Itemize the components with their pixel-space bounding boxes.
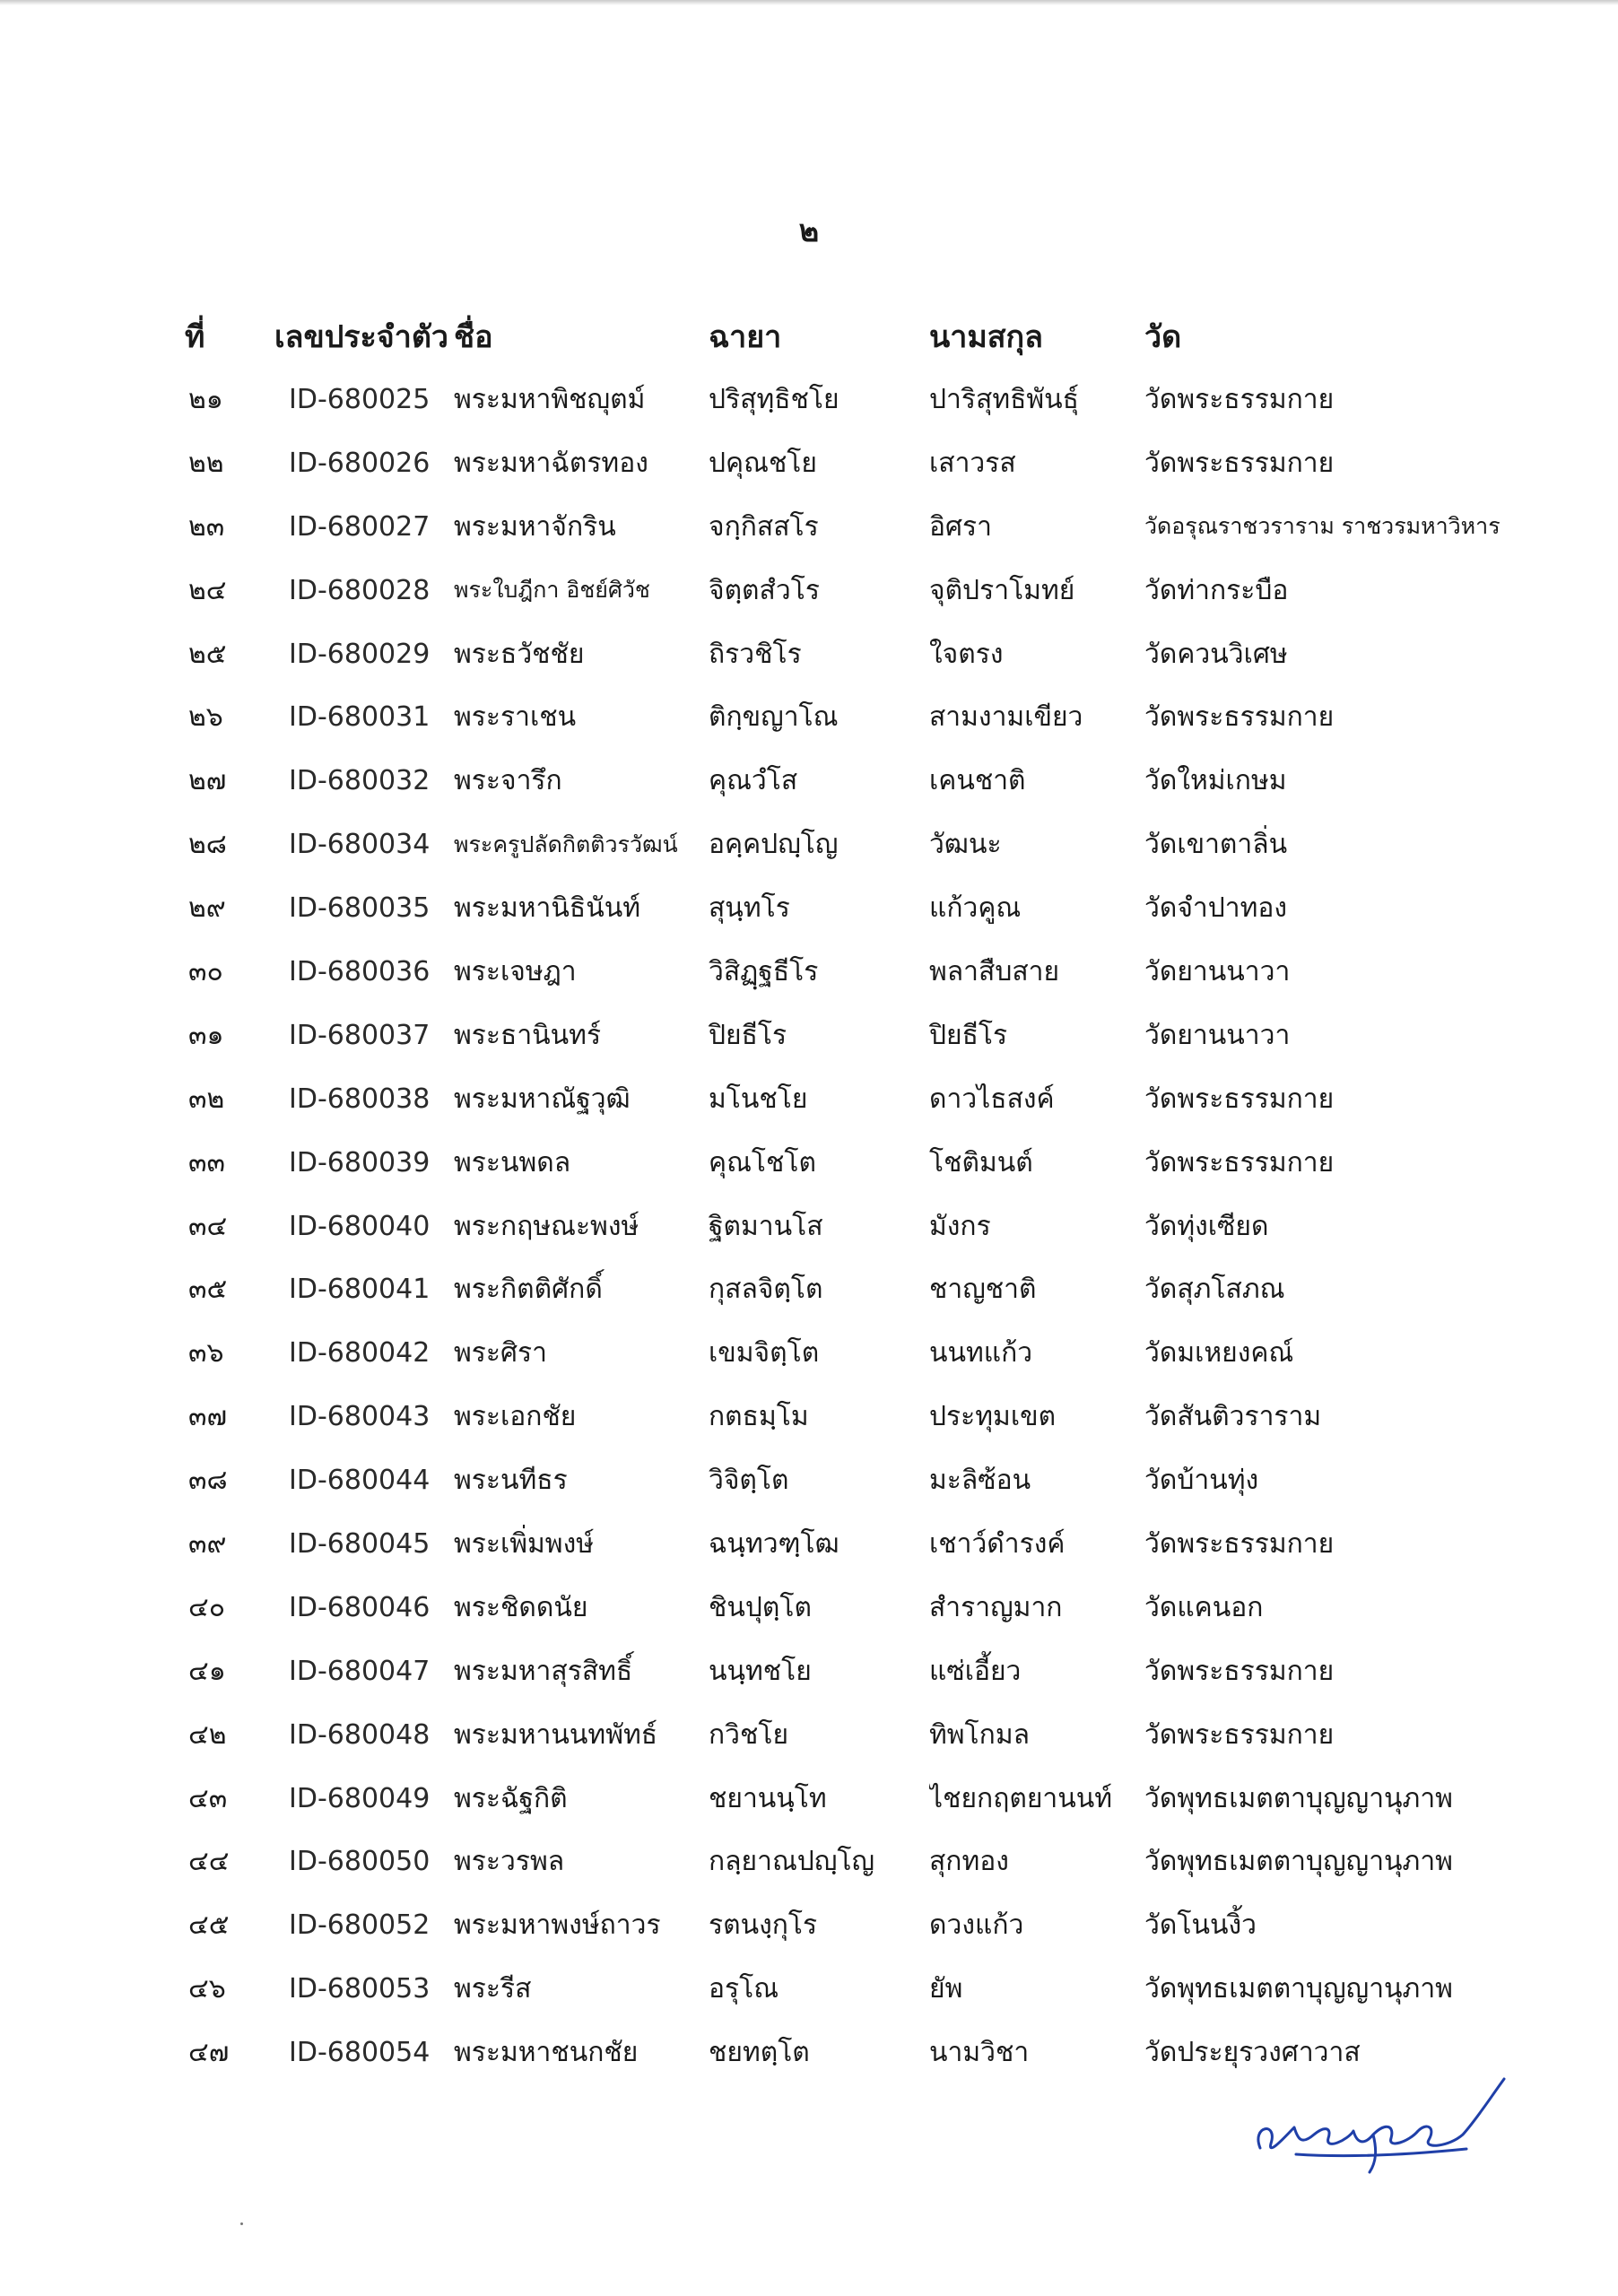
- table-row: [185, 1321, 1530, 1385]
- cell-no: ๒๘: [188, 829, 227, 861]
- table-row: [185, 559, 1530, 622]
- cell-no: ๓๙: [188, 1527, 227, 1560]
- cell-temple: วัดพระธรรมกาย: [1144, 1718, 1335, 1751]
- cell-no: ๓๔: [188, 1210, 228, 1242]
- cell-no: ๒๕: [188, 638, 227, 670]
- cell-temple: วัดท่ากระบือ: [1144, 574, 1289, 606]
- table-row: [185, 1893, 1530, 1957]
- cell-ordination: กวิชโย: [709, 1718, 789, 1751]
- cell-ordination: จกฺกิสสโร: [709, 510, 819, 543]
- cell-ordination: ฉนฺทวฑฺโฒ: [709, 1527, 839, 1560]
- cell-id: ID-680035: [289, 892, 431, 925]
- table-row: [185, 1830, 1530, 1893]
- cell-no: ๓๓: [188, 1146, 226, 1178]
- cell-surname: ปาริสุทธิพันธุ์: [929, 383, 1079, 415]
- cell-ordination: ปริสุทฺธิชโย: [709, 383, 839, 415]
- cell-ordination: ถิรวชิโร: [709, 638, 802, 670]
- header-id: เลขประจำตัว: [274, 319, 448, 355]
- cell-id: ID-680032: [289, 765, 431, 797]
- cell-id: ID-680025: [289, 383, 431, 415]
- cell-ordination: คุณโชโต: [709, 1146, 816, 1178]
- cell-surname: โชติมนต์: [929, 1146, 1033, 1178]
- table-row: [185, 813, 1530, 876]
- table-row: [185, 1131, 1530, 1195]
- cell-ordination: ติกฺขญาโณ: [709, 701, 839, 734]
- cell-name: พระมหานนทพัทธ์: [454, 1718, 658, 1751]
- cell-name: พระศิรา: [454, 1337, 548, 1370]
- cell-surname: ดาวไธสงค์: [929, 1083, 1055, 1115]
- cell-ordination: ฐิตมานโส: [709, 1210, 823, 1242]
- cell-temple: วัดแคนอก: [1144, 1591, 1264, 1623]
- cell-temple: วัดอรุณราชวราราม ราชวรมหาวิหาร: [1144, 513, 1501, 540]
- cell-surname: นามวิชา: [929, 2037, 1030, 2069]
- table-row: [185, 1703, 1530, 1767]
- cell-id: ID-680044: [289, 1465, 431, 1497]
- header-temple: วัด: [1144, 319, 1182, 355]
- cell-id: ID-680034: [289, 829, 431, 861]
- cell-name: พระมหาชนกชัย: [454, 2037, 639, 2069]
- cell-temple: วัดพระธรรมกาย: [1144, 1083, 1335, 1115]
- cell-temple: วัดยานนาวา: [1144, 1019, 1291, 1051]
- cell-ordination: นนฺทชโย: [709, 1655, 812, 1687]
- cell-ordination: ปิยธีโร: [709, 1019, 787, 1051]
- header-ordination: ฉายา: [709, 319, 782, 355]
- cell-no: ๒๔: [188, 574, 227, 606]
- cell-id: ID-680043: [289, 1401, 431, 1433]
- header-name: ชื่อ: [454, 319, 493, 355]
- table-row: [185, 1257, 1530, 1321]
- cell-id: ID-680031: [289, 701, 431, 734]
- cell-surname: ปิยธีโร: [929, 1019, 1008, 1051]
- cell-surname: สามงามเขียว: [929, 701, 1083, 734]
- cell-id: ID-680027: [289, 510, 431, 543]
- cell-temple: วัดบ้านทุ่ง: [1144, 1465, 1259, 1497]
- table-row: [185, 1957, 1530, 2021]
- cell-name: พระราเชน: [454, 701, 577, 734]
- cell-name: พระกฤษณะพงษ์: [454, 1210, 639, 1242]
- cell-no: ๓๕: [188, 1274, 228, 1306]
- cell-temple: วัดสันติวราราม: [1144, 1401, 1322, 1433]
- cell-temple: วัดทุ่งเซียด: [1144, 1210, 1269, 1242]
- cell-id: ID-680040: [289, 1210, 431, 1242]
- cell-no: ๒๖: [188, 701, 223, 734]
- cell-no: ๔๖: [188, 1973, 226, 2005]
- cell-id: ID-680049: [289, 1782, 431, 1814]
- table-row: [185, 368, 1530, 431]
- cell-no: ๓๐: [188, 955, 223, 987]
- cell-temple: วัดมเหยงคณ์: [1144, 1337, 1294, 1370]
- table-row: [185, 1067, 1530, 1131]
- cell-ordination: กลฺยาณปญฺโญ: [709, 1846, 875, 1878]
- table-row: [185, 1512, 1530, 1576]
- cell-no: ๔๔: [188, 1846, 230, 1878]
- cell-temple: วัดพุทธเมตตาบุญญานุภาพ: [1144, 1846, 1453, 1878]
- cell-surname: วัฒนะ: [929, 829, 1002, 861]
- cell-temple: วัดพุทธเมตตาบุญญานุภาพ: [1144, 1973, 1453, 2005]
- cell-temple: วัดจำปาทอง: [1144, 892, 1288, 925]
- cell-ordination: ชินปุตฺโต: [709, 1591, 812, 1623]
- cell-temple: วัดพระธรรมกาย: [1144, 383, 1335, 415]
- cell-surname: ดวงแก้ว: [929, 1909, 1024, 1942]
- cell-name: พระนทีธร: [454, 1465, 568, 1497]
- cell-ordination: อคฺคปญฺโญ: [709, 829, 839, 861]
- cell-temple: วัดประยุรวงศาวาส: [1144, 2037, 1361, 2069]
- cell-ordination: ชยทตฺโต: [709, 2037, 810, 2069]
- table-header: [185, 305, 1530, 368]
- cell-id: ID-680026: [289, 447, 431, 479]
- header-no: ที่: [185, 319, 205, 355]
- cell-surname: ไชยกฤตยานนท์: [929, 1782, 1113, 1814]
- cell-name: พระเพิ่มพงษ์: [454, 1527, 595, 1560]
- table-row: [185, 1767, 1530, 1831]
- cell-temple: วัดสุภโสภณ: [1144, 1274, 1285, 1306]
- cell-temple: วัดโนนงิ้ว: [1144, 1909, 1257, 1942]
- table-row: [185, 749, 1530, 813]
- cell-no: ๓๘: [188, 1465, 228, 1497]
- cell-name: พระวรพล: [454, 1846, 565, 1878]
- header-row: [185, 305, 1530, 368]
- cell-surname: ชาญชาติ: [929, 1274, 1037, 1306]
- table-row: [185, 622, 1530, 686]
- cell-id: ID-680053: [289, 1973, 431, 2005]
- cell-ordination: กตธมฺโม: [709, 1401, 809, 1433]
- cell-surname: แซ่เอี้ยว: [929, 1655, 1022, 1687]
- cell-surname: อิศรา: [929, 510, 993, 543]
- page-number: ๒: [798, 213, 820, 249]
- table-row: [185, 1448, 1530, 1512]
- cell-surname: เคนชาติ: [929, 765, 1026, 797]
- cell-surname: มะลิซ้อน: [929, 1465, 1031, 1497]
- cell-ordination: วิสิฏฺฐธีโร: [709, 955, 819, 987]
- cell-temple: วัดเขาตาลิ่น: [1144, 829, 1288, 861]
- cell-temple: วัดพระธรรมกาย: [1144, 1527, 1335, 1560]
- cell-ordination: สุนฺทโร: [709, 892, 790, 925]
- cell-surname: ประทุมเขต: [929, 1401, 1057, 1433]
- cell-name: พระมหาพงษ์ถาวร: [454, 1909, 661, 1942]
- cell-no: ๒๑: [188, 383, 223, 415]
- roster-table: [185, 305, 1530, 2084]
- cell-name: พระฉัฐกิติ: [454, 1782, 568, 1814]
- cell-ordination: อรุโณ: [709, 1973, 779, 2005]
- cell-no: ๒๙: [188, 892, 226, 925]
- cell-name: พระจารึก: [454, 765, 562, 797]
- cell-name: พระนพดล: [454, 1146, 571, 1178]
- table-row: [185, 495, 1530, 559]
- cell-ordination: ชยานนฺโท: [709, 1782, 827, 1814]
- cell-temple: วัดพุทธเมตตาบุญญานุภาพ: [1144, 1782, 1453, 1814]
- cell-surname: ทิพโกมล: [929, 1718, 1030, 1751]
- cell-name: พระมหาณัฐวุฒิ: [454, 1083, 631, 1115]
- cell-ordination: วิจิตฺโต: [709, 1465, 789, 1497]
- cell-name: พระมหาพิชญุตม์: [454, 383, 646, 415]
- table-row: [185, 1195, 1530, 1258]
- cell-id: ID-680028: [289, 574, 431, 606]
- cell-no: ๔๐: [188, 1591, 226, 1623]
- cell-id: ID-680029: [289, 638, 431, 670]
- cell-id: ID-680038: [289, 1083, 431, 1115]
- cell-name: พระใบฎีกา อิชย์ศิวัช: [454, 577, 650, 604]
- cell-id: ID-680037: [289, 1019, 431, 1051]
- cell-surname: ยัพ: [929, 1973, 963, 2005]
- cell-no: ๒๗: [188, 765, 227, 797]
- cell-name: พระกิตติศักดิ์: [454, 1274, 603, 1306]
- cell-ordination: รตนงฺกุโร: [709, 1909, 818, 1942]
- cell-name: พระธวัชชัย: [454, 638, 585, 670]
- cell-name: พระมหานิธินันท์: [454, 892, 641, 925]
- cell-surname: เชาว์ดำรงค์: [929, 1527, 1066, 1560]
- table-row: [185, 1385, 1530, 1448]
- cell-name: พระเอกชัย: [454, 1401, 577, 1433]
- signature: [1242, 2072, 1511, 2175]
- cell-no: ๓๗: [188, 1401, 228, 1433]
- table-row: [185, 685, 1530, 749]
- cell-temple: วัดใหม่เกษม: [1144, 765, 1287, 797]
- cell-surname: แก้วคูณ: [929, 892, 1022, 925]
- cell-no: ๓๖: [188, 1337, 224, 1370]
- cell-surname: เสาวรส: [929, 447, 1016, 479]
- cell-id: ID-680046: [289, 1591, 431, 1623]
- table-body: [185, 368, 1530, 2084]
- cell-temple: วัดพระธรรมกาย: [1144, 1146, 1335, 1178]
- cell-name: พระธานินทร์: [454, 1019, 602, 1051]
- cell-surname: สำราญมาก: [929, 1591, 1063, 1623]
- table-row: [185, 1576, 1530, 1639]
- table-row: [185, 1639, 1530, 1703]
- cell-temple: วัดพระธรรมกาย: [1144, 447, 1335, 479]
- cell-name: พระมหาจักริน: [454, 510, 616, 543]
- cell-id: ID-680041: [289, 1274, 431, 1306]
- cell-surname: ใจตรง: [929, 638, 1004, 670]
- cell-no: ๔๒: [188, 1718, 227, 1751]
- cell-id: ID-680042: [289, 1337, 431, 1370]
- cell-id: ID-680048: [289, 1718, 431, 1751]
- cell-no: ๓๑: [188, 1019, 224, 1051]
- cell-id: ID-680050: [289, 1846, 431, 1878]
- cell-no: ๓๒: [188, 1083, 225, 1115]
- page-edge: [0, 0, 1618, 5]
- table-row: [185, 940, 1530, 1004]
- cell-id: ID-680052: [289, 1909, 431, 1942]
- cell-no: ๔๗: [188, 2037, 230, 2069]
- cell-name: พระมหาฉัตรทอง: [454, 447, 648, 479]
- cell-surname: มังกร: [929, 1210, 991, 1242]
- cell-name: พระชิดดนัย: [454, 1591, 588, 1623]
- scan-dot: [240, 2222, 243, 2225]
- cell-name: พระครูปลัดกิตติวรวัฒน์: [454, 831, 678, 857]
- cell-ordination: มโนชโย: [709, 1083, 808, 1115]
- cell-ordination: กุสลจิตฺโต: [709, 1274, 823, 1306]
- table-row: [185, 431, 1530, 495]
- table-row: [185, 1004, 1530, 1067]
- table-row: [185, 876, 1530, 940]
- cell-surname: สุกทอง: [929, 1846, 1009, 1878]
- cell-no: ๔๑: [188, 1655, 226, 1687]
- cell-name: พระมหาสุรสิทธิ์: [454, 1655, 633, 1687]
- cell-id: ID-680045: [289, 1527, 431, 1560]
- cell-no: ๒๒: [188, 447, 224, 479]
- cell-name: พระรีส: [454, 1973, 532, 2005]
- cell-ordination: คุณวํโส: [709, 765, 798, 797]
- cell-surname: พลาสืบสาย: [929, 955, 1060, 987]
- cell-id: ID-680054: [289, 2037, 431, 2069]
- cell-ordination: เขมจิตฺโต: [709, 1337, 820, 1370]
- cell-surname: นนทแก้ว: [929, 1337, 1033, 1370]
- cell-temple: วัดยานนาวา: [1144, 955, 1291, 987]
- cell-temple: วัดพระธรรมกาย: [1144, 1655, 1335, 1687]
- cell-id: ID-680039: [289, 1146, 431, 1178]
- cell-surname: จุติปราโมทย์: [929, 574, 1075, 606]
- cell-no: ๔๕: [188, 1909, 230, 1942]
- cell-ordination: จิตฺตสํวโร: [709, 574, 820, 606]
- cell-id: ID-680047: [289, 1655, 431, 1687]
- cell-temple: วัดควนวิเศษ: [1144, 638, 1288, 670]
- cell-no: ๒๓: [188, 510, 225, 543]
- cell-temple: วัดพระธรรมกาย: [1144, 701, 1335, 734]
- cell-ordination: ปคุณชโย: [709, 447, 817, 479]
- cell-name: พระเจษฎา: [454, 955, 577, 987]
- cell-id: ID-680036: [289, 955, 431, 987]
- header-surname: นามสกุล: [929, 319, 1043, 355]
- cell-no: ๔๓: [188, 1782, 228, 1814]
